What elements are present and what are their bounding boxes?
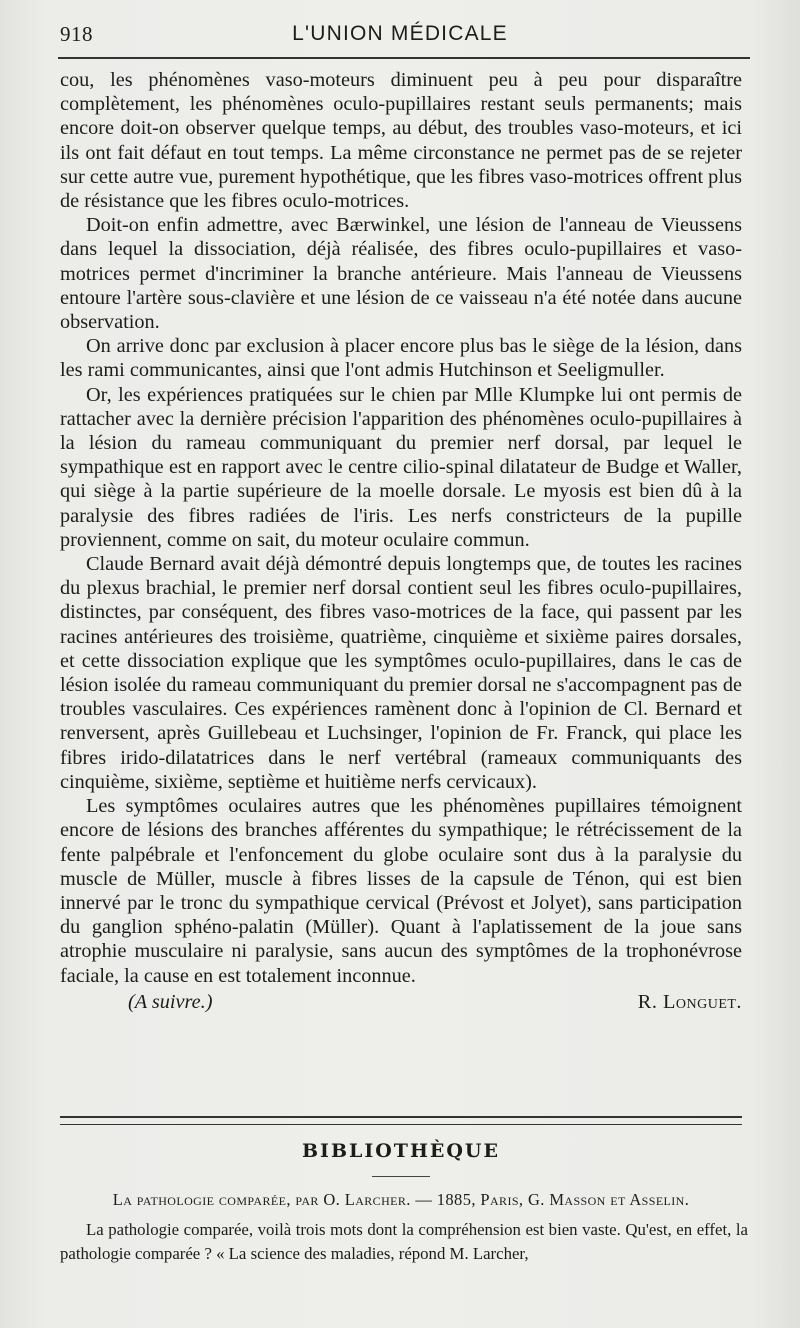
author-initial: R. xyxy=(637,990,658,1013)
paragraph-3: On arrive donc par exclusion à placer encore plus bas le siège de la lésion, dans les rami communicantes, ainsi que l'ont admis Hutchinson et Seeligmuller. xyxy=(60,335,742,382)
paragraph-1: cou, les phénomènes vaso-moteurs diminuent peu à peu pour disparaître complètement, les phénomènes oculo-pupillaires restant seuls permanents; mais encore doit-on observer quelque temps, au début, des troubles vaso-moteurs, et ici ils ont fait défaut en tout temps. La même circonstance ne permet pas de se rejeter sur cette autre vue, purement hypothétique, que les fibres vaso-motrices offrent plus de résistance que les fibres oculo-motrices. xyxy=(60,69,742,213)
bibliography-text xyxy=(60,1218,748,1266)
to-be-continued: (A suivre.) xyxy=(128,990,213,1013)
paragraph-2: Doit-on enfin admettre, avec Bærwinkel, une lésion de l'anneau de Vieussens dans lequel la dissociation, déjà réalisée, des fibres oculo-pupillaires et vaso-motrices permet d'incriminer la branche antérieure. Mais l'anneau de Vieussens entoure l'artère sous-clavière et une lésion de ce vaisseau n'a été notée dans aucune observation. xyxy=(60,214,742,334)
bibliography-entry xyxy=(60,1190,742,1210)
short-rule xyxy=(372,1176,430,1177)
signature-line xyxy=(60,990,742,1016)
bibliography-entry-details: par O. Larcher. — 1885, Paris, G. Masson et Asselin. xyxy=(295,1190,690,1209)
author-name: Longuet. xyxy=(662,990,742,1013)
paragraph-6: Les symptômes oculaires autres que les phénomènes pupillaires témoignent encore de lésions des branches afférentes du sympathique; le rétrécissement de la fente palpébrale et l'enfoncement du globe oculaire sont dus à la paralysie du muscle de Müller, muscle à fibres lisses de la capsule de Ténon, qui est bien innervé par le tronc du sympathique cervical (Prévost et Jolyet), sans participation du ganglion sphéno-palatin (Müller). Quant à l'aplatissement de la joue sans atrophie musculaire ni paralysie, sans aucun des symptômes de la trophonévrose faciale, la cause en est totalement inconnue. xyxy=(60,795,742,987)
paragraph-4: Or, les expériences pratiquées sur le chien par Mlle Klumpke lui ont permis de rattacher avec la dernière précision l'apparition des phénomènes oculo-pupillaires à la lésion du rameau communiquant du premier nerf dorsal, par lequel le sympathique est en rapport avec le centre cilio-spinal dilatateur de Budge et Waller, qui siège à la partie supérieure de la moelle dorsale. Le myosis est bien dû à la paralysie des fibres radiées de l'iris. Les nerfs constricteurs de la pupille proviennent, comme on sait, du moteur oculaire commun. xyxy=(60,383,742,551)
bibliography-entry-title: La pathologie comparée, xyxy=(112,1190,291,1209)
paragraph-5: Claude Bernard avait déjà démontré depuis longtemps que, de toutes les racines du plexus brachial, le premier nerf dorsal contient seul les fibres oculo-pupillaires, distinctes, par conséquent, des fibres vaso-motrices de la face, qui passent par les racines antérieures des troisième, quatrième, cinquième et sixième paires dorsales, et cette dissociation explique que les symptômes oculo-pupillaires, dans le cas de lésion isolée du rameau communiquant du premier dorsal ne s'accompagnent pas de troubles vasculaires. Ces expériences ramènent donc à l'opinion de Cl. Bernard et renversent, après Guillebeau et Luchsinger, l'opinion de Fr. Franck, qui place les fibres irido-dilatatrices dans le nerf vertébral (rameaux communiquants des cinquième, sixième, septième et huitième nerfs cervicaux). xyxy=(60,553,742,793)
section-divider xyxy=(60,1116,742,1125)
bibliography-paragraph: La pathologie comparée, voilà trois mots dont la compréhension est bien vaste. Qu'est, en effet, la pathologie comparée ? « La science des maladies, répond M. Larcher, xyxy=(60,1220,748,1263)
page-number: 918 xyxy=(60,22,93,46)
header-rule xyxy=(58,57,750,59)
author-signature xyxy=(638,990,742,1014)
running-title: L'UNION MÉDICALE xyxy=(292,22,508,45)
page-header xyxy=(60,22,740,50)
article-body xyxy=(60,68,742,1016)
section-title: BIBLIOTHÈQUE xyxy=(302,1140,500,1162)
